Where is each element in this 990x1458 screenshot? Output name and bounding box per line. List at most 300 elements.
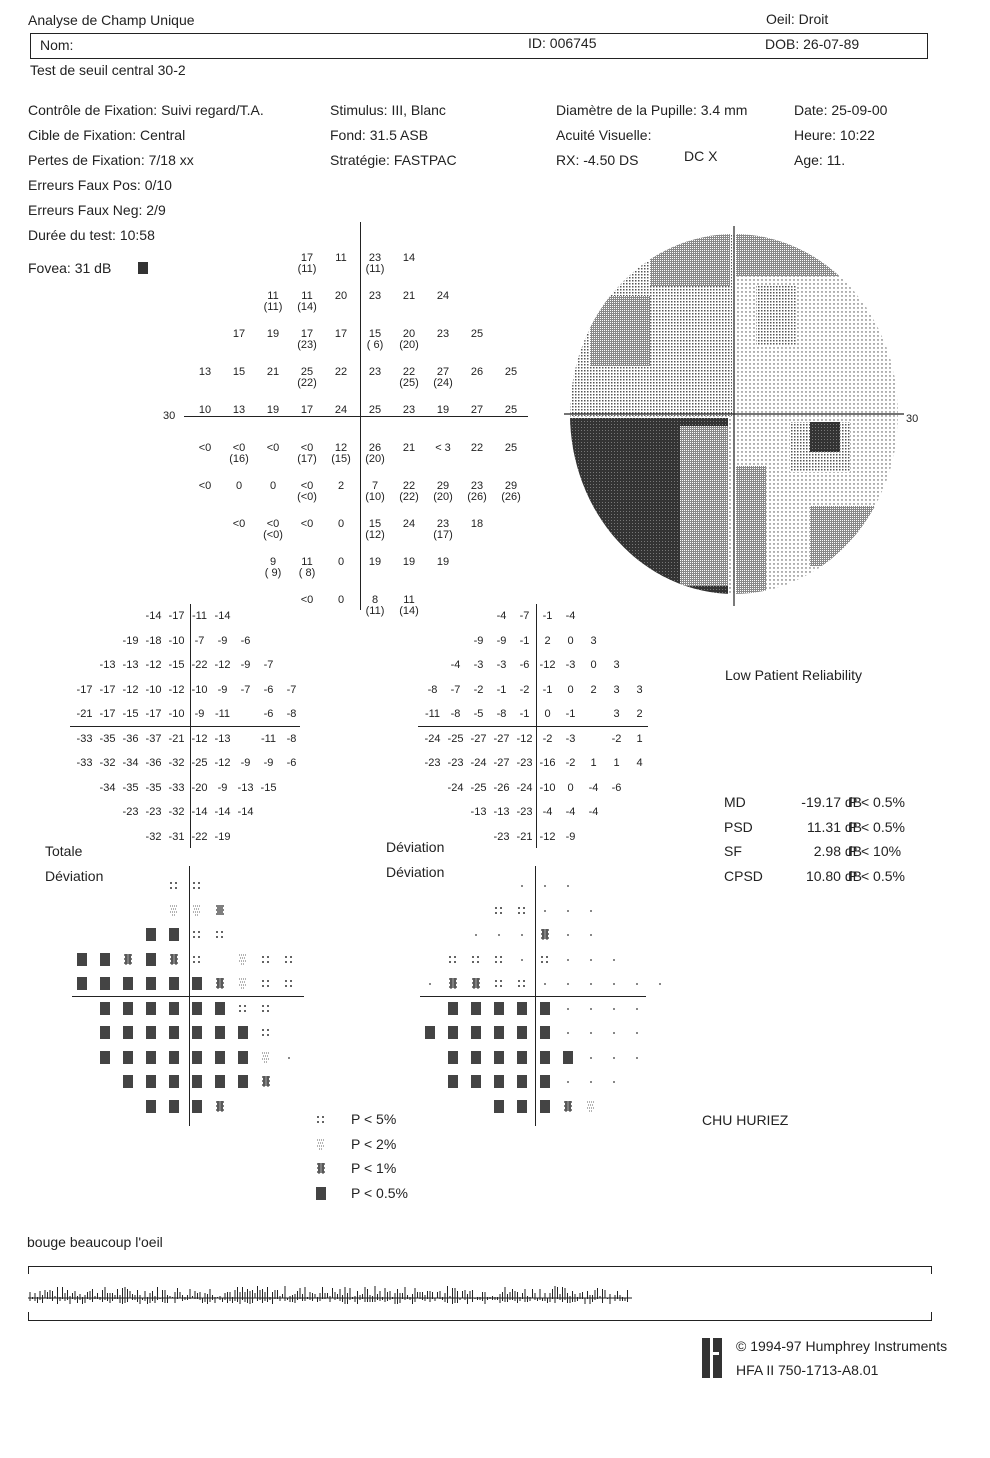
info-line: Erreurs Faux Pos: 0/10 <box>28 177 172 193</box>
legend-row <box>315 1110 435 1135</box>
total-deviation-value: -10 <box>168 708 185 720</box>
threshold-value: 26 <box>470 366 484 378</box>
total-deviation-value: -35 <box>145 781 162 794</box>
threshold-value: 25 <box>368 404 382 416</box>
p05-icon <box>424 1025 436 1039</box>
info-line: Stimulus: III, Blanc <box>330 102 446 118</box>
p05-icon <box>539 1025 551 1039</box>
retest-value: (12) <box>365 529 385 541</box>
p05-icon <box>493 1001 505 1015</box>
normal-dot-icon <box>585 976 597 990</box>
pattern-deviation-value: 3 <box>613 683 620 696</box>
total-deviation-value: -7 <box>286 683 297 696</box>
retest-value: (20) <box>433 491 453 503</box>
retest-value: ( 6) <box>366 339 384 351</box>
threshold-value: 19 <box>436 556 450 568</box>
p05-icon <box>447 1001 459 1015</box>
index-value: 11.31 dB <box>806 818 862 835</box>
normal-dot-icon <box>562 1025 574 1039</box>
reliability-note: Low Patient Reliability <box>725 667 862 683</box>
threshold-value: 20 (20) <box>392 328 426 351</box>
threshold-value: 11 (14) <box>392 594 426 617</box>
threshold-value: 19 <box>436 404 450 416</box>
label-line: Déviation <box>45 868 104 884</box>
retest-value: (22) <box>297 377 317 389</box>
normal-dot-icon <box>562 903 574 917</box>
total-deviation-value: -11 <box>214 708 231 720</box>
normal-dot-icon <box>283 1050 295 1064</box>
p05-icon <box>516 1050 528 1064</box>
pattern-deviation-value: -9 <box>496 634 507 647</box>
p5-icon <box>283 952 295 966</box>
p1-icon <box>315 1161 327 1175</box>
operator-note: bouge beaucoup l'oeil <box>27 1234 163 1250</box>
threshold-value: 22 <box>470 442 484 454</box>
pattern-deviation-value: -27 <box>493 757 510 769</box>
p05-icon <box>191 1074 203 1088</box>
pattern-deviation-value: -13 <box>470 806 487 818</box>
total-deviation-value: -14 <box>214 610 231 622</box>
p05-icon <box>493 1050 505 1064</box>
index-value: 10.80 dB <box>805 867 862 884</box>
total-deviation-value: -10 <box>145 683 162 696</box>
label-line: Totale <box>45 843 83 859</box>
gaze-tracking-graph <box>28 1266 932 1322</box>
pattern-deviation-value: 1 <box>590 757 597 769</box>
pattern-deviation-value: -4 <box>450 659 461 671</box>
p05-icon <box>447 1050 459 1064</box>
threshold-value: 22 (22) <box>392 480 426 503</box>
p05-icon <box>168 1074 180 1088</box>
threshold-value: 17 <box>300 404 314 416</box>
stimulus-info <box>330 98 457 173</box>
threshold-value: 11 (11) <box>256 290 290 313</box>
pattern-deviation-value: -25 <box>447 732 464 745</box>
p2-icon <box>585 1099 597 1113</box>
pattern-deviation-value: -4 <box>588 806 599 818</box>
p05-icon <box>145 1001 157 1015</box>
p5-icon <box>191 927 203 941</box>
pattern-deviation-value: -9 <box>473 634 484 647</box>
pattern-deviation-value: 2 <box>636 708 643 720</box>
pattern-deviation-value: 2 <box>590 683 597 696</box>
retest-value: (<0) <box>297 491 317 503</box>
retest-value: (25) <box>399 377 419 389</box>
threshold-value: 19 <box>402 556 416 568</box>
threshold-value: 24 <box>334 404 348 416</box>
horizontal-axis <box>420 996 646 997</box>
total-deviation-value: -9 <box>263 757 274 769</box>
threshold-value: 23 (11) <box>358 252 392 275</box>
threshold-value: 23 <box>402 404 416 416</box>
legend-label: P < 5% <box>351 1111 397 1127</box>
p05-icon <box>145 1074 157 1088</box>
info-line: Pertes de Fixation: 7/18 xx <box>28 152 194 168</box>
total-deviation-value: -22 <box>191 830 208 843</box>
p05-icon <box>168 1025 180 1039</box>
p05-icon <box>168 1050 180 1064</box>
p05-icon <box>168 927 180 941</box>
threshold-value: 27 (24) <box>426 366 460 389</box>
p05-icon <box>539 1074 551 1088</box>
horizontal-axis <box>72 996 304 997</box>
pattern-deviation-value: -1 <box>565 708 576 720</box>
threshold-value: 12 (15) <box>324 442 358 465</box>
index-row <box>724 864 924 889</box>
pattern-deviation-value: -2 <box>565 757 576 769</box>
total-deviation-value: -8 <box>286 708 297 720</box>
pattern-deviation-value: -3 <box>496 659 507 671</box>
threshold-value: 19 <box>266 404 280 416</box>
p05-icon <box>237 1050 249 1064</box>
p05-icon <box>562 1050 574 1064</box>
p05-icon <box>191 1001 203 1015</box>
total-deviation-value: -20 <box>191 781 208 794</box>
p5-icon <box>260 1025 272 1039</box>
threshold-value: <0 <box>300 518 314 530</box>
total-deviation-value: -15 <box>122 708 139 720</box>
pattern-deviation-value: -2 <box>611 732 622 745</box>
total-deviation-value: -9 <box>217 634 228 647</box>
pattern-deviation-value: -27 <box>493 732 510 745</box>
normal-dot-icon <box>539 903 551 917</box>
dob: DOB: 26-07-89 <box>765 36 860 52</box>
info-line: Fond: 31.5 ASB <box>330 127 429 143</box>
p05-icon <box>237 1074 249 1088</box>
threshold-value: 25 <box>470 328 484 340</box>
index-row <box>724 790 924 815</box>
threshold-value: 20 <box>334 290 348 302</box>
p05-icon <box>493 1074 505 1088</box>
index-name: CPSD <box>724 867 763 884</box>
retest-value: (10) <box>365 491 385 503</box>
grayscale-map <box>560 226 919 610</box>
index-row <box>724 839 924 864</box>
p1-icon <box>122 952 134 966</box>
p05-icon <box>447 1025 459 1039</box>
total-deviation-value: -19 <box>122 634 139 647</box>
p05-icon <box>76 952 88 966</box>
threshold-value: 11 <box>335 252 347 264</box>
total-deviation-values <box>70 604 300 850</box>
p05-icon <box>99 1050 111 1064</box>
pattern-deviation-value: -23 <box>516 806 533 818</box>
index-name: PSD <box>724 818 753 835</box>
normal-dot-icon <box>608 1001 620 1015</box>
total-deviation-value: -36 <box>145 757 162 769</box>
p05-icon <box>145 927 157 941</box>
pattern-deviation-value: -8 <box>427 683 438 696</box>
p05-icon <box>168 1001 180 1015</box>
normal-dot-icon <box>585 927 597 941</box>
info-line: Contrôle de Fixation: Suivi regard/T.A. <box>28 102 264 118</box>
retest-value: (17) <box>433 529 453 541</box>
global-indices <box>724 790 924 888</box>
total-deviation-value: -9 <box>240 659 251 671</box>
threshold-value: 29 (20) <box>426 480 460 503</box>
pattern-deviation-value: -24 <box>470 757 487 769</box>
p05-icon <box>191 976 203 990</box>
pattern-deviation-value: -3 <box>473 659 484 671</box>
pattern-deviation-value: -8 <box>496 708 507 720</box>
legend-label: P < 2% <box>351 1135 397 1152</box>
total-deviation-value: -9 <box>194 708 205 720</box>
pattern-label-2: Déviation <box>386 864 445 880</box>
p05-icon <box>539 1050 551 1064</box>
normal-dot-icon <box>562 927 574 941</box>
threshold-value: <0 <box>198 480 212 492</box>
normal-dot-icon <box>608 1050 620 1064</box>
date-info <box>794 98 887 173</box>
report-title: Analyse de Champ Unique <box>28 12 195 28</box>
threshold-value: <0 (16) <box>222 442 256 465</box>
p05-icon <box>145 976 157 990</box>
total-deviation-value: -32 <box>99 757 116 769</box>
total-deviation-value: -17 <box>168 610 185 622</box>
threshold-value: 19 <box>266 328 280 340</box>
horizontal-axis <box>184 416 528 417</box>
total-deviation-value: -9 <box>217 683 228 696</box>
pattern-deviation-value: -4 <box>588 781 599 794</box>
total-deviation-value: -12 <box>145 659 162 671</box>
pattern-deviation-value: 0 <box>544 708 551 720</box>
threshold-value: <0 (<0) <box>290 480 324 503</box>
pattern-deviation-value: 0 <box>567 683 574 696</box>
p1-icon <box>447 976 459 990</box>
pattern-deviation-value: -4 <box>496 610 507 622</box>
pattern-deviation-value: 0 <box>590 659 597 671</box>
threshold-value: 14 <box>402 252 416 264</box>
pattern-deviation-value: 1 <box>613 757 620 769</box>
p5-icon <box>260 1001 272 1015</box>
total-deviation-value: -13 <box>99 659 116 671</box>
pattern-deviation-value: -24 <box>516 781 533 794</box>
p05-icon <box>145 952 157 966</box>
test-date: Date: 25-09-00 <box>794 102 888 118</box>
p1-icon <box>168 952 180 966</box>
p05-icon <box>122 1074 134 1088</box>
p5-icon <box>516 903 528 917</box>
pattern-deviation-value: -2 <box>473 683 484 696</box>
total-deviation-value: -31 <box>168 830 185 843</box>
index-probability: P < 10% <box>848 843 902 859</box>
threshold-value: <0 (<0) <box>256 518 290 541</box>
p05-icon <box>516 1074 528 1088</box>
p2-icon <box>315 1137 327 1151</box>
total-deviation-value: -15 <box>168 659 185 671</box>
total-deviation-value: -7 <box>194 634 205 647</box>
p05-icon <box>122 976 134 990</box>
threshold-value: 13 <box>198 366 212 378</box>
p2-icon <box>237 952 249 966</box>
normal-dot-icon <box>608 1074 620 1088</box>
p05-icon <box>516 1001 528 1015</box>
threshold-value: 2 <box>337 480 345 492</box>
retest-value: (11) <box>365 605 385 617</box>
p05-icon <box>539 1001 551 1015</box>
p05-icon <box>168 976 180 990</box>
total-deviation-value: -13 <box>214 732 231 745</box>
threshold-value: 27 <box>470 404 484 416</box>
retest-value: (20) <box>365 453 385 465</box>
total-deviation-value: -12 <box>214 659 231 671</box>
threshold-value: 0 <box>269 480 277 492</box>
normal-dot-icon <box>631 1050 643 1064</box>
normal-dot-icon <box>424 976 436 990</box>
total-deviation-value: -18 <box>145 634 162 647</box>
pupil-info <box>556 98 747 173</box>
threshold-value: 25 (22) <box>290 366 324 389</box>
p5-icon <box>493 903 505 917</box>
retest-value: (26) <box>467 491 487 503</box>
pattern-deviation-value: 0 <box>567 781 574 794</box>
retest-value: (14) <box>297 301 317 313</box>
copyright: © 1994-97 Humphrey Instruments <box>736 1338 948 1354</box>
total-deviation-value: -23 <box>145 806 162 818</box>
info-line: Cible de Fixation: Central <box>28 127 186 143</box>
threshold-value: <0 <box>300 594 314 606</box>
pattern-deviation-values <box>418 604 648 850</box>
p05-icon <box>191 1050 203 1064</box>
p05-icon <box>145 1050 157 1064</box>
p05-icon <box>76 976 88 990</box>
total-deviation-value: -33 <box>76 757 93 769</box>
total-deviation-value: -6 <box>240 634 251 647</box>
pattern-deviation-value: -24 <box>424 732 441 745</box>
pattern-deviation-value: -13 <box>493 806 510 818</box>
total-deviation-value: -32 <box>168 806 185 818</box>
pattern-deviation-value: -27 <box>470 732 487 745</box>
total-deviation-value: -17 <box>76 683 93 696</box>
pattern-deviation-value: -12 <box>516 732 533 745</box>
legend-row <box>315 1135 435 1160</box>
pattern-deviation-value: 3 <box>613 659 620 671</box>
p1-icon <box>539 927 551 941</box>
legend-label: P < 0.5% <box>351 1184 408 1201</box>
total-deviation-value: -14 <box>191 806 208 818</box>
p05-icon <box>168 1099 180 1113</box>
pattern-deviation-value: -4 <box>565 610 576 622</box>
p05-icon <box>214 1074 226 1088</box>
total-deviation-value: -6 <box>263 683 274 696</box>
total-deviation-value: -22 <box>191 659 208 671</box>
institution: CHU HURIEZ <box>702 1112 789 1128</box>
normal-dot-icon <box>516 952 528 966</box>
pattern-deviation-probability-map <box>420 866 652 1128</box>
total-deviation-value: -13 <box>122 659 139 671</box>
threshold-value: 11 (14) <box>290 290 324 313</box>
pattern-deviation-value: -4 <box>565 806 576 818</box>
p05-icon <box>122 1050 134 1064</box>
normal-dot-icon <box>562 976 574 990</box>
normal-dot-icon <box>493 927 505 941</box>
total-deviation-value: -19 <box>214 830 231 843</box>
p05-icon <box>214 1001 226 1015</box>
normal-dot-icon <box>631 1001 643 1015</box>
threshold-value: 17 (23) <box>290 328 324 351</box>
visual-acuity: Acuité Visuelle: <box>556 127 652 143</box>
total-deviation-value: -10 <box>191 683 208 696</box>
p05-icon <box>214 1025 226 1039</box>
normal-dot-icon <box>539 976 551 990</box>
threshold-value: 8 (11) <box>358 594 392 617</box>
p5-icon <box>493 952 505 966</box>
p1-icon <box>470 976 482 990</box>
p05-icon <box>470 1050 482 1064</box>
pattern-deviation-value: -6 <box>611 781 622 794</box>
normal-dot-icon <box>608 976 620 990</box>
test-time: Heure: 10:22 <box>794 127 875 143</box>
patient-age: Age: 11. <box>794 152 846 168</box>
pattern-deviation-value: -1 <box>542 683 553 696</box>
total-deviation-probability-map <box>72 866 304 1128</box>
p05-icon <box>237 1025 249 1039</box>
p5-icon <box>191 878 203 892</box>
p05-icon <box>99 1025 111 1039</box>
p5-icon <box>214 927 226 941</box>
normal-dot-icon <box>562 878 574 892</box>
total-deviation-value: -25 <box>191 757 208 769</box>
index-value: -19.17 dB <box>801 794 862 810</box>
threshold-value: < 3 <box>435 442 451 454</box>
threshold-value: 24 <box>402 518 416 530</box>
normal-dot-icon <box>539 878 551 892</box>
threshold-value: 0 <box>235 480 243 492</box>
threshold-value: 19 <box>368 556 382 568</box>
pattern-deviation-value: -24 <box>447 781 464 794</box>
p5-icon <box>516 976 528 990</box>
p2-icon <box>191 903 203 917</box>
total-deviation-value: -11 <box>191 610 208 622</box>
threshold-value: 17 <box>334 328 348 340</box>
pattern-deviation-value: -9 <box>565 830 576 843</box>
total-deviation-value: -15 <box>260 781 277 794</box>
p2-icon <box>237 976 249 990</box>
threshold-value: 23 <box>368 290 382 302</box>
threshold-value: 21 <box>402 290 416 302</box>
total-deviation-value: -11 <box>260 732 277 745</box>
pattern-deviation-value: -3 <box>565 659 576 671</box>
threshold-value: <0 (17) <box>290 442 324 465</box>
legend-row <box>315 1159 435 1184</box>
total-deviation-value: -14 <box>237 806 254 818</box>
p5-icon <box>470 952 482 966</box>
total-deviation-value: -33 <box>76 732 93 745</box>
total-deviation-value: -23 <box>122 806 139 818</box>
p5-icon <box>539 952 551 966</box>
p05-icon <box>145 1025 157 1039</box>
retest-value: (16) <box>229 453 249 465</box>
p05-icon <box>493 1025 505 1039</box>
normal-dot-icon <box>585 952 597 966</box>
p5-icon <box>260 976 272 990</box>
threshold-value: 25 <box>504 366 518 378</box>
normal-dot-icon <box>516 927 528 941</box>
pattern-deviation-value: -1 <box>519 708 530 720</box>
total-deviation-value: -9 <box>240 757 251 769</box>
total-deviation-value: -33 <box>168 781 185 794</box>
normal-dot-icon <box>608 952 620 966</box>
index-value: 2.98 dB <box>813 843 862 859</box>
total-deviation-value: -21 <box>76 708 93 720</box>
info-line: Erreurs Faux Neg: 2/9 <box>28 202 166 218</box>
total-deviation-value: -7 <box>240 683 251 696</box>
total-deviation-value: -6 <box>286 757 297 769</box>
index-name: SF <box>724 843 742 859</box>
total-deviation-value: -8 <box>286 732 297 745</box>
pattern-deviation-value: 3 <box>636 683 643 696</box>
threshold-value: <0 <box>266 442 280 454</box>
